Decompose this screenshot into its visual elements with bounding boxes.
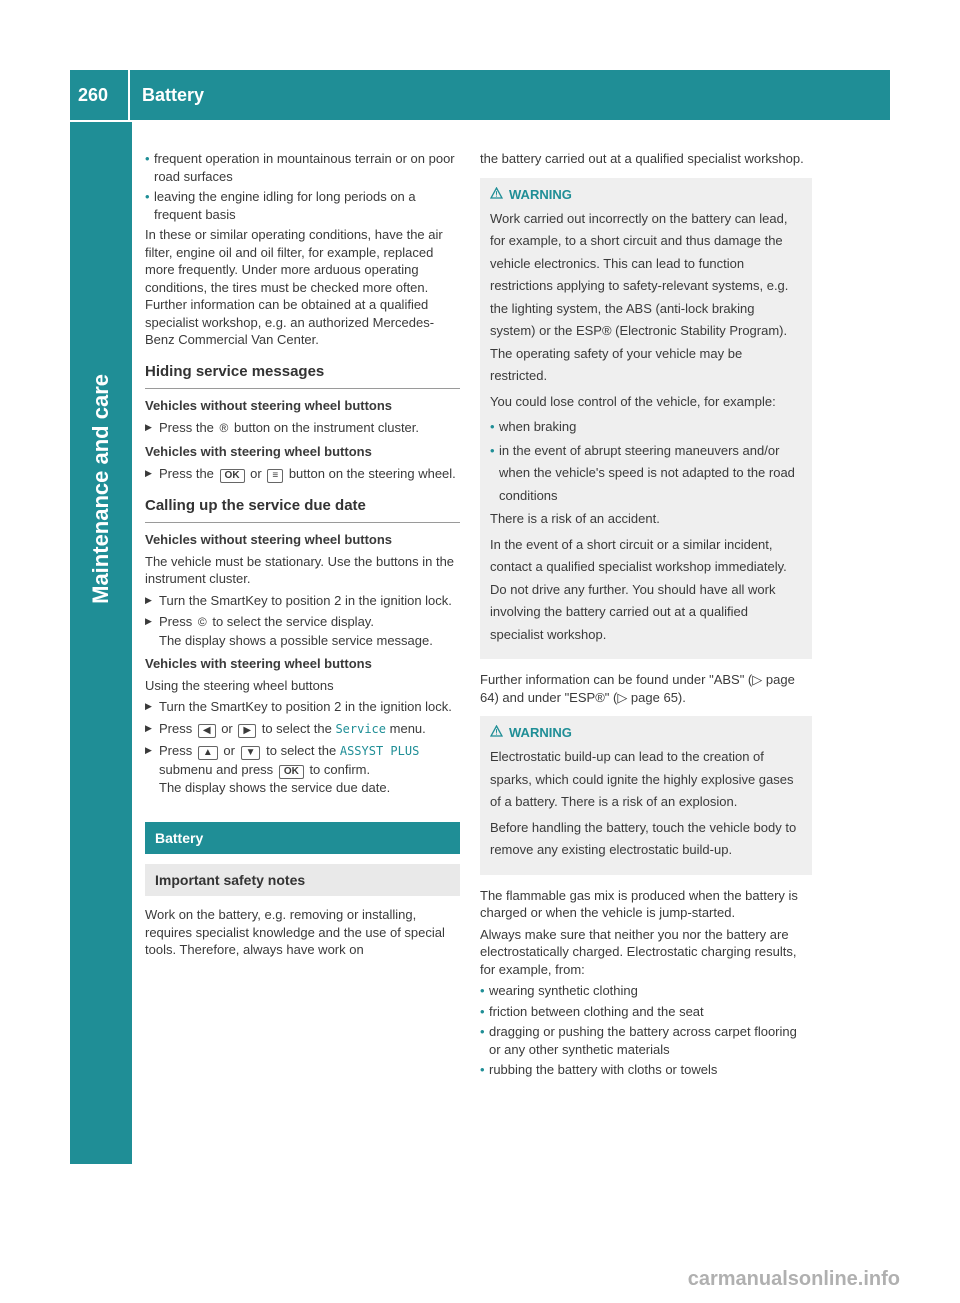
subheading: Vehicles with steering wheel buttons [145, 444, 372, 459]
list-item: • in the event of abrupt steering maneuvers and/or when the vehicle's speed is not adapted to the road conditions [490, 440, 802, 508]
page-header [70, 70, 890, 120]
step-text: Press the [159, 465, 214, 481]
step-text: to select the [261, 720, 332, 736]
list-item: • dragging or pushing the battery across carpet flooring or any other synthetic materials [480, 1023, 812, 1058]
side-tab-label: Maintenance and care [88, 374, 113, 604]
list-item: • wearing synthetic clothing [480, 982, 812, 1000]
back-key-icon: ≡ [267, 469, 283, 483]
submenu-name: ASSYST PLUS [339, 744, 420, 758]
step-text: Press [159, 743, 193, 758]
paragraph: In these or similar operating conditions, have the air filter, engine oil and oil filter, for example, replaced more frequently. Under more arduous operating conditions, the tires must be checked more often. Further information can be obtained at a qualified specialist workshop, e.g. an authorized Mercedes-Benz Commercial Van Center. [145, 227, 443, 347]
instruction-step: ▶ Turn the SmartKey to position 2 in the ignition lock. [145, 698, 460, 716]
safety-notes-box: Important safety notes [145, 864, 460, 896]
warning-box [480, 716, 812, 875]
step-text: The display shows the service due date. [159, 779, 391, 795]
right-column [480, 150, 812, 1082]
down-arrow-key-icon: ▼ [241, 746, 261, 760]
page-number: 260 [78, 85, 109, 105]
warning-triangle-icon [490, 186, 503, 204]
list-item: • friction between clothing and the seat [480, 1003, 812, 1021]
step-text: Press [159, 614, 193, 629]
step-text: or [221, 720, 233, 736]
section-heading-hiding: Hiding service messages [145, 363, 460, 390]
instruction-step [145, 613, 460, 649]
list-item: • leaving the engine idling for long periods on a frequent basis [145, 188, 460, 223]
battery-section-box: Battery [145, 822, 460, 854]
paragraph: The flammable gas mix is produced when the battery is charged or when the vehicle is jump-started. [480, 887, 798, 920]
warning-text: Work carried out incorrectly on the battery can lead, for example, to a short circuit and thus damage the vehicle electronics. This can lead to function restrictions applying to safety-relevant systems, e.g. the lighting system, the ABS (anti-lock braking system) or the ESP® (Electronic Stability Program). The operating safety of your vehicle may be restricted. [490, 210, 789, 383]
paragraph: Work on the battery, e.g. removing or installing, requires specialist knowledge and the use of special tools. Therefore, always have work on [145, 907, 445, 957]
step-text: submenu and press [159, 761, 274, 777]
subheading: Vehicles without steering wheel buttons [145, 532, 393, 547]
instruction-step [145, 465, 460, 483]
step-text: Press [159, 720, 193, 736]
menu-name: Service [335, 721, 387, 736]
page-title: Battery [142, 85, 205, 105]
warning-title [490, 186, 802, 204]
warning-text: Before handling the battery, touch the vehicle body to remove any existing electrostatic build-up. [490, 819, 797, 857]
list-item: • rubbing the battery with cloths or towels [480, 1061, 812, 1079]
watermark: carmanualsonline.info [687, 1268, 900, 1290]
paragraph: the battery carried out at a qualified specialist workshop. [480, 151, 804, 166]
warning-text: In the event of a short circuit or a similar incident, contact a qualified specialist workshop immediately. Do not drive any further. You should have all work involving the battery carried out at a qualified specialist workshop. [490, 536, 787, 642]
left-column [145, 150, 460, 963]
up-arrow-key-icon: ▲ [198, 746, 218, 760]
warning-box [480, 178, 812, 660]
paragraph: Always make sure that neither you nor the battery are electrostatically charged. Electrostatic charging results, for example, from: [480, 926, 797, 977]
warning-text: You could lose control of the vehicle, for example: [490, 393, 776, 409]
step-text: to confirm. [309, 761, 371, 777]
subheading: Vehicles without steering wheel buttons [145, 398, 393, 413]
list-item: • when braking [490, 416, 802, 439]
side-tab [70, 122, 132, 1164]
ok-key-icon: OK [279, 765, 304, 779]
warning-triangle-icon [490, 724, 503, 742]
step-text: to select the [266, 743, 337, 758]
step-text: button on the steering wheel. [288, 465, 456, 481]
reset-button-icon: ® [219, 420, 229, 435]
right-arrow-key-icon: ▶ [238, 724, 256, 738]
paragraph: Using the steering wheel buttons [145, 677, 334, 693]
warning-text: Electrostatic build-up can lead to the creation of sparks, which could ignite the highly explosive gases of a battery. There is a risk of an explosion. [490, 749, 794, 809]
instruction-step [145, 419, 460, 438]
step-text: Press the [159, 419, 214, 435]
warning-text: There is a risk of an accident. [490, 511, 660, 526]
instruction-step [145, 720, 460, 739]
step-text: to select the service display. [212, 614, 374, 629]
paragraph: The vehicle must be stationary. Use the buttons in the instrument cluster. [145, 553, 455, 586]
warning-title [490, 724, 802, 742]
step-text: The display shows a possible service message. [159, 632, 433, 648]
select-button-icon: © [197, 615, 207, 629]
left-arrow-key-icon: ◀ [198, 724, 216, 738]
ok-key-icon: OK [220, 469, 245, 483]
section-heading-calling: Calling up the service due date [145, 497, 460, 524]
paragraph: Further information can be found under "ABS" (▷ page 64) and under "ESP®" (▷ page 65). [480, 672, 795, 705]
instruction-step: ▶ Turn the SmartKey to position 2 in the ignition lock. [145, 592, 460, 610]
warning-label: WARNING [509, 186, 572, 202]
warning-label: WARNING [509, 725, 572, 740]
subheading: Vehicles with steering wheel buttons [145, 656, 372, 671]
step-text: or [250, 465, 262, 481]
list-item: • frequent operation in mountainous terrain or on poor road surfaces [145, 150, 460, 185]
step-text: button on the instrument cluster. [234, 419, 420, 435]
header-divider [128, 70, 130, 120]
step-text: menu. [389, 720, 426, 736]
step-text: or [223, 743, 235, 758]
instruction-step [145, 742, 460, 796]
